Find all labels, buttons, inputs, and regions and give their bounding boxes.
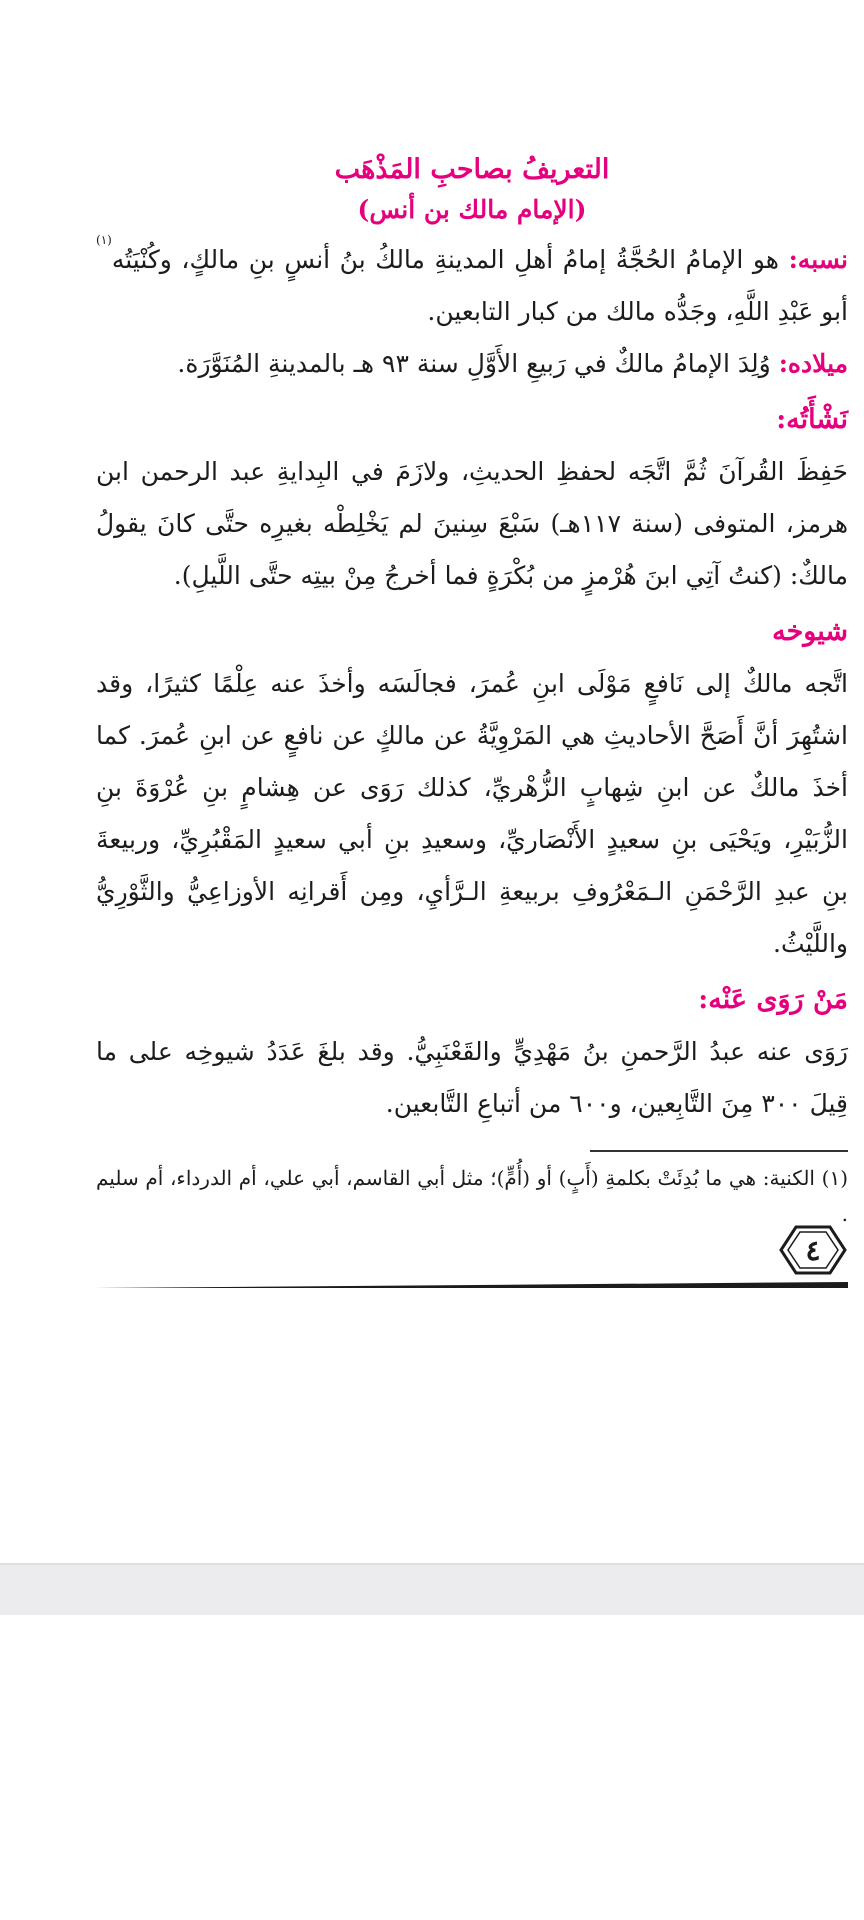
footnote-ref[interactable]: (١) <box>96 233 112 247</box>
rawa-heading: مَنْ رَوَى عَنْه: <box>698 984 848 1015</box>
nasab-text: هو الإمامُ الحُجَّةُ إمامُ أهلِ المدينةِ مالكُ بنُ أنسٍ بنِ مالكٍ، وكُنْيَتُه <box>111 245 789 274</box>
nasab-label: نسبه: <box>788 245 848 274</box>
page-rule <box>94 1282 848 1288</box>
footnote: (١) الكنية: هي ما بُدِئَتْ بكلمةِ (أَبٍ) أو (أُمٍّ)؛ مثل أبي القاسم، أبي علي، أم الدرداء، أم سليم . <box>96 1166 848 1226</box>
rawa-paragraph: رَوَى عنه عبدُ الرَّحمنِ بنُ مَهْدِيٍّ والقَعْنَبِيُّ. وقد بلغَ عَدَدُ شيوخِه على ما قِيلَ ٣٠٠ مِنَ التَّابِعين، و٦٠٠ من أتباعِ التَّابعين. <box>96 1037 848 1118</box>
footnote-divider <box>590 1150 848 1152</box>
milad-label: ميلاده: <box>778 349 848 378</box>
milad-paragraph <box>96 338 848 390</box>
page-number-badge <box>778 1224 848 1276</box>
shuyukh-heading: شيوخه <box>772 616 848 647</box>
page-footer <box>94 1224 848 1288</box>
nashaa-paragraph: حَفِظَ القُرآنَ ثُمَّ اتَّجَه لحفظِ الحديثِ، ولازَمَ في البِدايةِ عبد الرحمن ابن هرمز، المتوفى (سنة ١١٧هـ) سَبْعَ سِنينَ لم يَخْلِطْه بغيرِه حتَّى كانَ يقولُ مالكٌ: (كنتُ آتِي ابنَ هُرْمزٍ من بُكْرَةٍ فما أخرجُ مِنْ بيتِه حتَّى اللَّيلِ). <box>96 457 849 590</box>
nasab-text-2: أبو عَبْدِ اللَّهِ، وجَدُّه مالك من كبار التابعين. <box>427 297 848 326</box>
shuyukh-paragraph: اتَّجه مالكٌ إلى نَافعٍ مَوْلَى ابنِ عُمرَ، فجالَسَه وأخذَ عنه عِلْمًا كثيرًا، وقد اشتُهِرَ أنَّ أَصَحَّ الأحاديثِ هي المَرْوِيَّةُ عن مالكٍ عن نافعٍ عن ابنِ عُمرَ. كما أخذَ مالكٌ عن ابنِ شِهابٍ الزُّهْريِّ، كذلك رَوَى عن هِشامٍ بنِ عُرْوَةَ بنِ الزُّبَيْرِ، ويَحْيَى بنِ سعيدٍ الأَنْصَاريِّ، وسعيدِ بنِ أبي سعيدٍ المَقْبُرِيِّ، وربيعةَ بنِ عبدِ الرَّحْمَنِ الـمَعْرُوفِ بربيعةِ الـرَّأيِ، ومِن أَقرانِه الأوزاعِيُّ والثَّوْرِيُّ واللَّيْثُ. <box>96 669 848 958</box>
page-title: التعريفُ بصاحبِ المَذْهَب <box>334 154 610 185</box>
viewer-background <box>0 1563 864 1615</box>
nashaa-heading: نَشْأَتُه: <box>776 404 848 435</box>
page-number: ٤ <box>805 1233 821 1267</box>
nasab-paragraph <box>96 234 848 338</box>
page-subtitle: (الإمام مالك بن أنس) <box>357 195 587 224</box>
milad-text: وُلِدَ الإمامُ مالكٌ في رَبيعِ الأَوَّلِ سنة ٩٣ هـ بالمدينةِ المُنَوَّرَة. <box>177 349 779 378</box>
page-content <box>96 150 848 1232</box>
